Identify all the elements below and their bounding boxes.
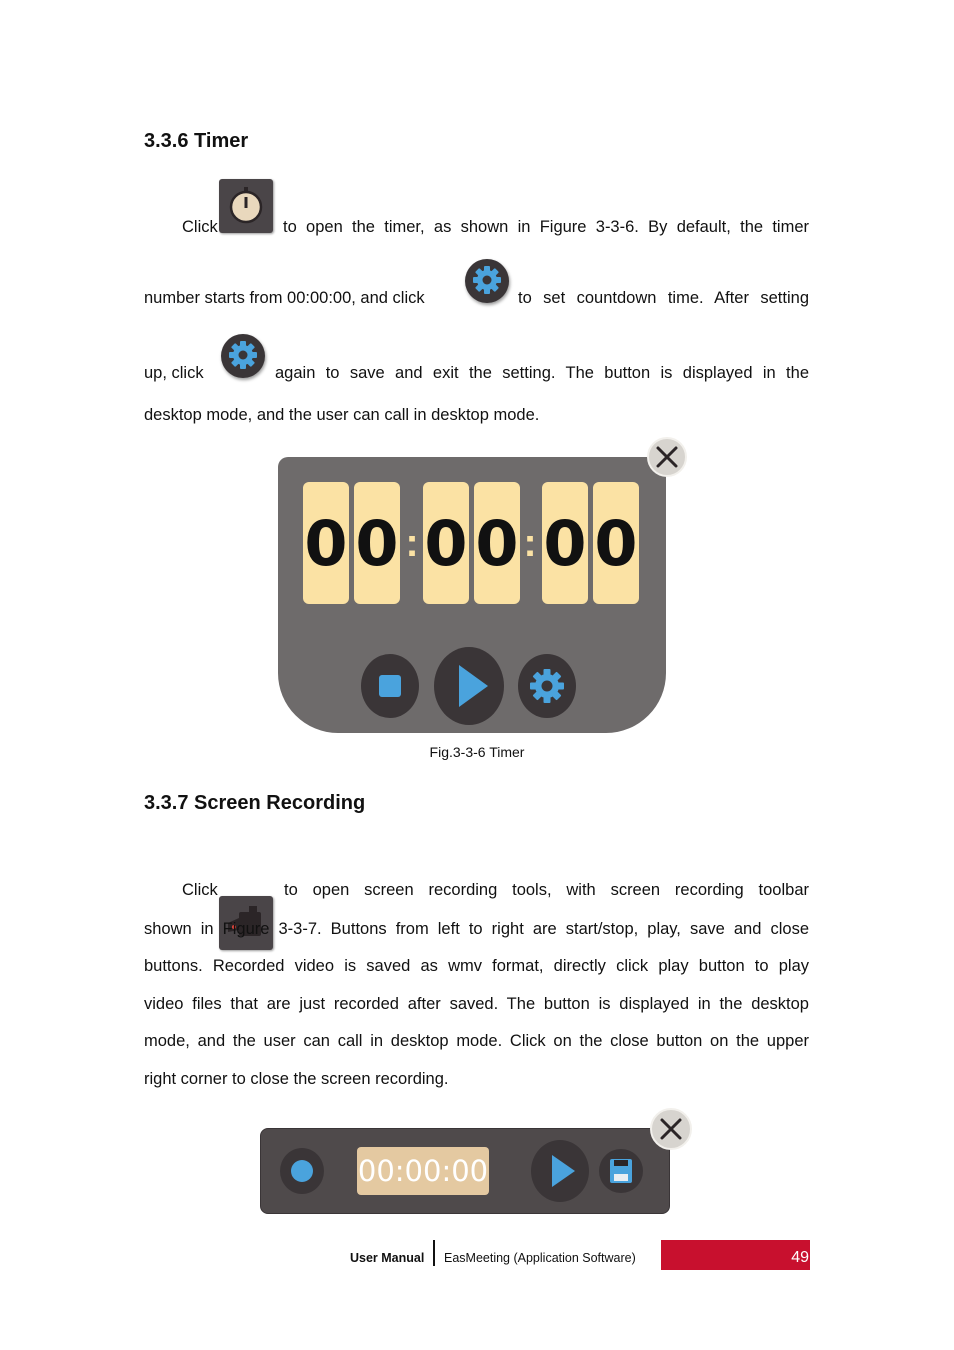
timer-digit-hours-ones: 0 — [354, 482, 400, 604]
timer-paragraph-line-4: desktop mode, and the user can call in desktop mode. — [144, 406, 540, 424]
timer-close-button[interactable] — [646, 435, 688, 479]
timer-paragraph-line-3a: up, click — [144, 364, 204, 382]
stop-icon — [361, 653, 419, 719]
timer-app-icon[interactable] — [219, 179, 273, 233]
timer-paragraph-line-2b: to set countdown time. After setting — [518, 289, 809, 307]
recording-play-button[interactable] — [531, 1140, 589, 1202]
record-icon — [279, 1147, 325, 1195]
footer-product-name: EasMeeting (Application Software) — [444, 1251, 636, 1265]
timer-paragraph-line-1: to open the timer, as shown in Figure 3-3-6. By default, the timer — [283, 218, 809, 236]
section-heading-timer: 3.3.6 Timer — [144, 130, 249, 152]
timer-digit-seconds-tens: 0 — [542, 482, 588, 604]
timer-figure — [268, 435, 688, 735]
recording-paragraph-line-4: video files that are just recorded after saved. The button is displayed in the desktop — [144, 995, 809, 1013]
save-icon — [598, 1148, 644, 1194]
record-start-stop-button[interactable] — [279, 1147, 325, 1195]
page-number: 49 — [791, 1249, 809, 1266]
settings-gear-button-1[interactable] — [465, 259, 509, 303]
timer-paragraph-line-3b: again to save and exit the setting. The button is displayed in the — [275, 364, 809, 382]
timer-play-button[interactable] — [434, 647, 504, 725]
footer-separator — [433, 1240, 435, 1266]
close-icon — [646, 435, 688, 479]
recording-time-display: 00:00:00 — [357, 1147, 489, 1195]
play-icon — [531, 1140, 589, 1202]
click-word: Click — [182, 881, 218, 899]
timer-digit-hours-tens: 0 — [303, 482, 349, 604]
recording-toolbar-figure — [259, 1106, 695, 1216]
timer-separator-1: : — [405, 520, 419, 565]
recording-paragraph-line-1: to open screen recording tools, with screen recording toolbar — [284, 881, 809, 899]
play-icon — [434, 647, 504, 725]
gear-icon — [518, 653, 576, 719]
timer-paragraph-line-2a: number starts from 00:00:00, and click — [144, 289, 425, 307]
timer-digit-minutes-tens: 0 — [423, 482, 469, 604]
recording-close-button[interactable] — [649, 1106, 693, 1152]
recording-paragraph-line-3: buttons. Recorded video is saved as wmv format, directly click play button to play — [144, 957, 809, 975]
gear-icon — [221, 334, 265, 378]
section-heading-recording: 3.3.7 Screen Recording — [144, 792, 366, 814]
recording-save-button[interactable] — [598, 1148, 644, 1194]
timer-digit-minutes-ones: 0 — [474, 482, 520, 604]
settings-gear-button-2[interactable] — [221, 334, 265, 378]
click-word: Click — [182, 218, 218, 236]
recording-paragraph-line-2: shown in Figure 3-3-7. Buttons from left to right are start/stop, play, save and close — [144, 920, 809, 938]
recording-paragraph-line-6: right corner to close the screen recording. — [144, 1070, 449, 1088]
close-icon — [649, 1106, 693, 1152]
recording-paragraph-line-5: mode, and the user can call in desktop mode. Click on the close button on the upper — [144, 1032, 809, 1050]
gear-icon — [465, 259, 509, 303]
timer-settings-button[interactable] — [518, 653, 576, 719]
timer-separator-2: : — [523, 520, 537, 565]
footer-manual-label: User Manual — [350, 1251, 425, 1265]
figure-caption-timer: Fig.3-3-6 Timer — [429, 744, 525, 760]
timer-stop-button[interactable] — [361, 653, 419, 719]
footer-page-box — [661, 1240, 810, 1270]
timer-digit-seconds-ones: 0 — [593, 482, 639, 604]
stopwatch-icon — [219, 179, 273, 233]
